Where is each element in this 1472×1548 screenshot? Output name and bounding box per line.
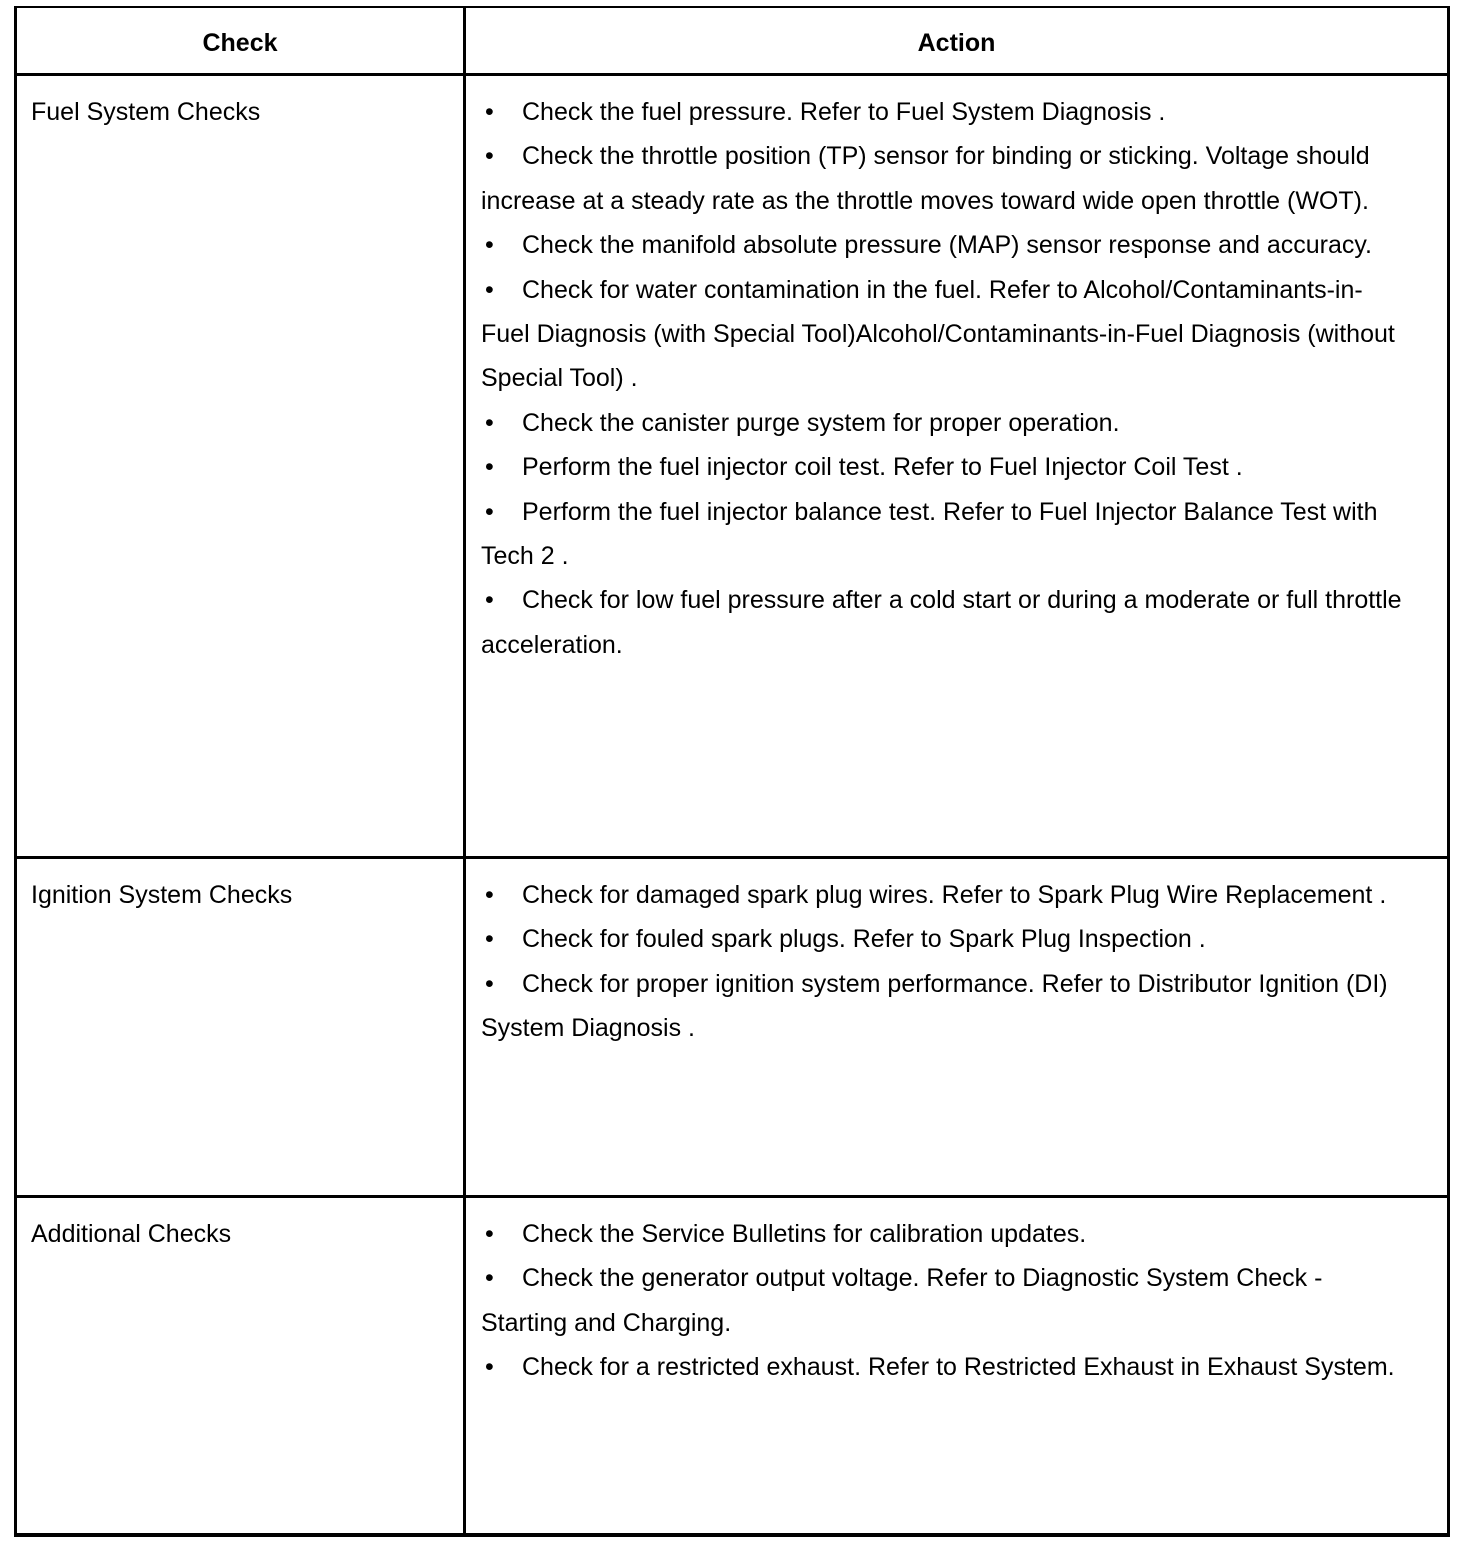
list-item: • Check for proper ignition system performance. Refer to Distributor Ignition (DI) System Diagnosis . bbox=[481, 962, 1406, 1051]
bullet-icon: • bbox=[485, 497, 494, 526]
bullet-icon: • bbox=[485, 1264, 494, 1293]
list-item: • Check for low fuel pressure after a cold start or during a moderate or full throttle acceleration. bbox=[481, 578, 1406, 667]
bullet-icon: • bbox=[485, 586, 494, 615]
bullet-icon: • bbox=[485, 881, 494, 909]
bullet-icon: • bbox=[485, 231, 494, 260]
bullet-icon: • bbox=[485, 275, 494, 304]
row-divider bbox=[14, 1195, 1450, 1198]
bullet-icon: • bbox=[485, 142, 494, 171]
list-item: • Check the fuel pressure. Refer to Fuel System Diagnosis . bbox=[481, 90, 1406, 134]
row-actions-additional bbox=[481, 1212, 1406, 1390]
bullet-icon: • bbox=[485, 98, 494, 126]
list-item: • Check for fouled spark plugs. Refer to Spark Plug Inspection . bbox=[481, 917, 1406, 961]
bullet-icon: • bbox=[485, 969, 494, 998]
list-item: • Check for water contamination in the fuel. Refer to Alcohol/Contaminants-in-Fuel Diagnosis (with Special Tool)Alcohol/Contaminants-in-Fuel Diagnosis (without Special Tool) . bbox=[481, 268, 1406, 401]
header-divider bbox=[14, 73, 1450, 76]
bullet-icon: • bbox=[485, 453, 494, 482]
list-item: • Check the manifold absolute pressure (MAP) sensor response and accuracy. bbox=[481, 223, 1406, 267]
list-item: • Perform the fuel injector balance test. Refer to Fuel Injector Balance Test with Tech 2 . bbox=[481, 490, 1406, 579]
list-item: • Perform the fuel injector coil test. Refer to Fuel Injector Coil Test . bbox=[481, 445, 1406, 489]
list-item: • Check the canister purge system for proper operation. bbox=[481, 401, 1406, 445]
row-actions-fuel-system bbox=[481, 90, 1406, 667]
list-item: • Check the throttle position (TP) sensor for binding or sticking. Voltage should increase at a steady rate as the throttle moves toward wide open throttle (WOT). bbox=[481, 134, 1406, 223]
row-divider bbox=[14, 856, 1450, 859]
list-item: • Check the Service Bulletins for calibration updates. bbox=[481, 1212, 1406, 1256]
list-item: • Check for a restricted exhaust. Refer to Restricted Exhaust in Exhaust System. bbox=[481, 1345, 1406, 1389]
row-label-fuel-system: Fuel System Checks bbox=[31, 98, 261, 126]
bullet-icon: • bbox=[485, 408, 494, 437]
header-action: Action bbox=[917, 29, 996, 57]
column-divider bbox=[463, 6, 466, 1537]
bullet-icon: • bbox=[485, 1220, 494, 1248]
bullet-icon: • bbox=[485, 925, 494, 954]
row-label-additional: Additional Checks bbox=[31, 1220, 232, 1248]
header-check: Check bbox=[202, 29, 278, 57]
row-label-ignition-system: Ignition System Checks bbox=[31, 881, 293, 909]
bullet-icon: • bbox=[485, 1353, 494, 1382]
row-actions-ignition-system bbox=[481, 873, 1406, 1051]
list-item: • Check the generator output voltage. Refer to Diagnostic System Check - Starting and Charging. bbox=[481, 1256, 1406, 1345]
list-item: • Check for damaged spark plug wires. Refer to Spark Plug Wire Replacement . bbox=[481, 873, 1406, 917]
